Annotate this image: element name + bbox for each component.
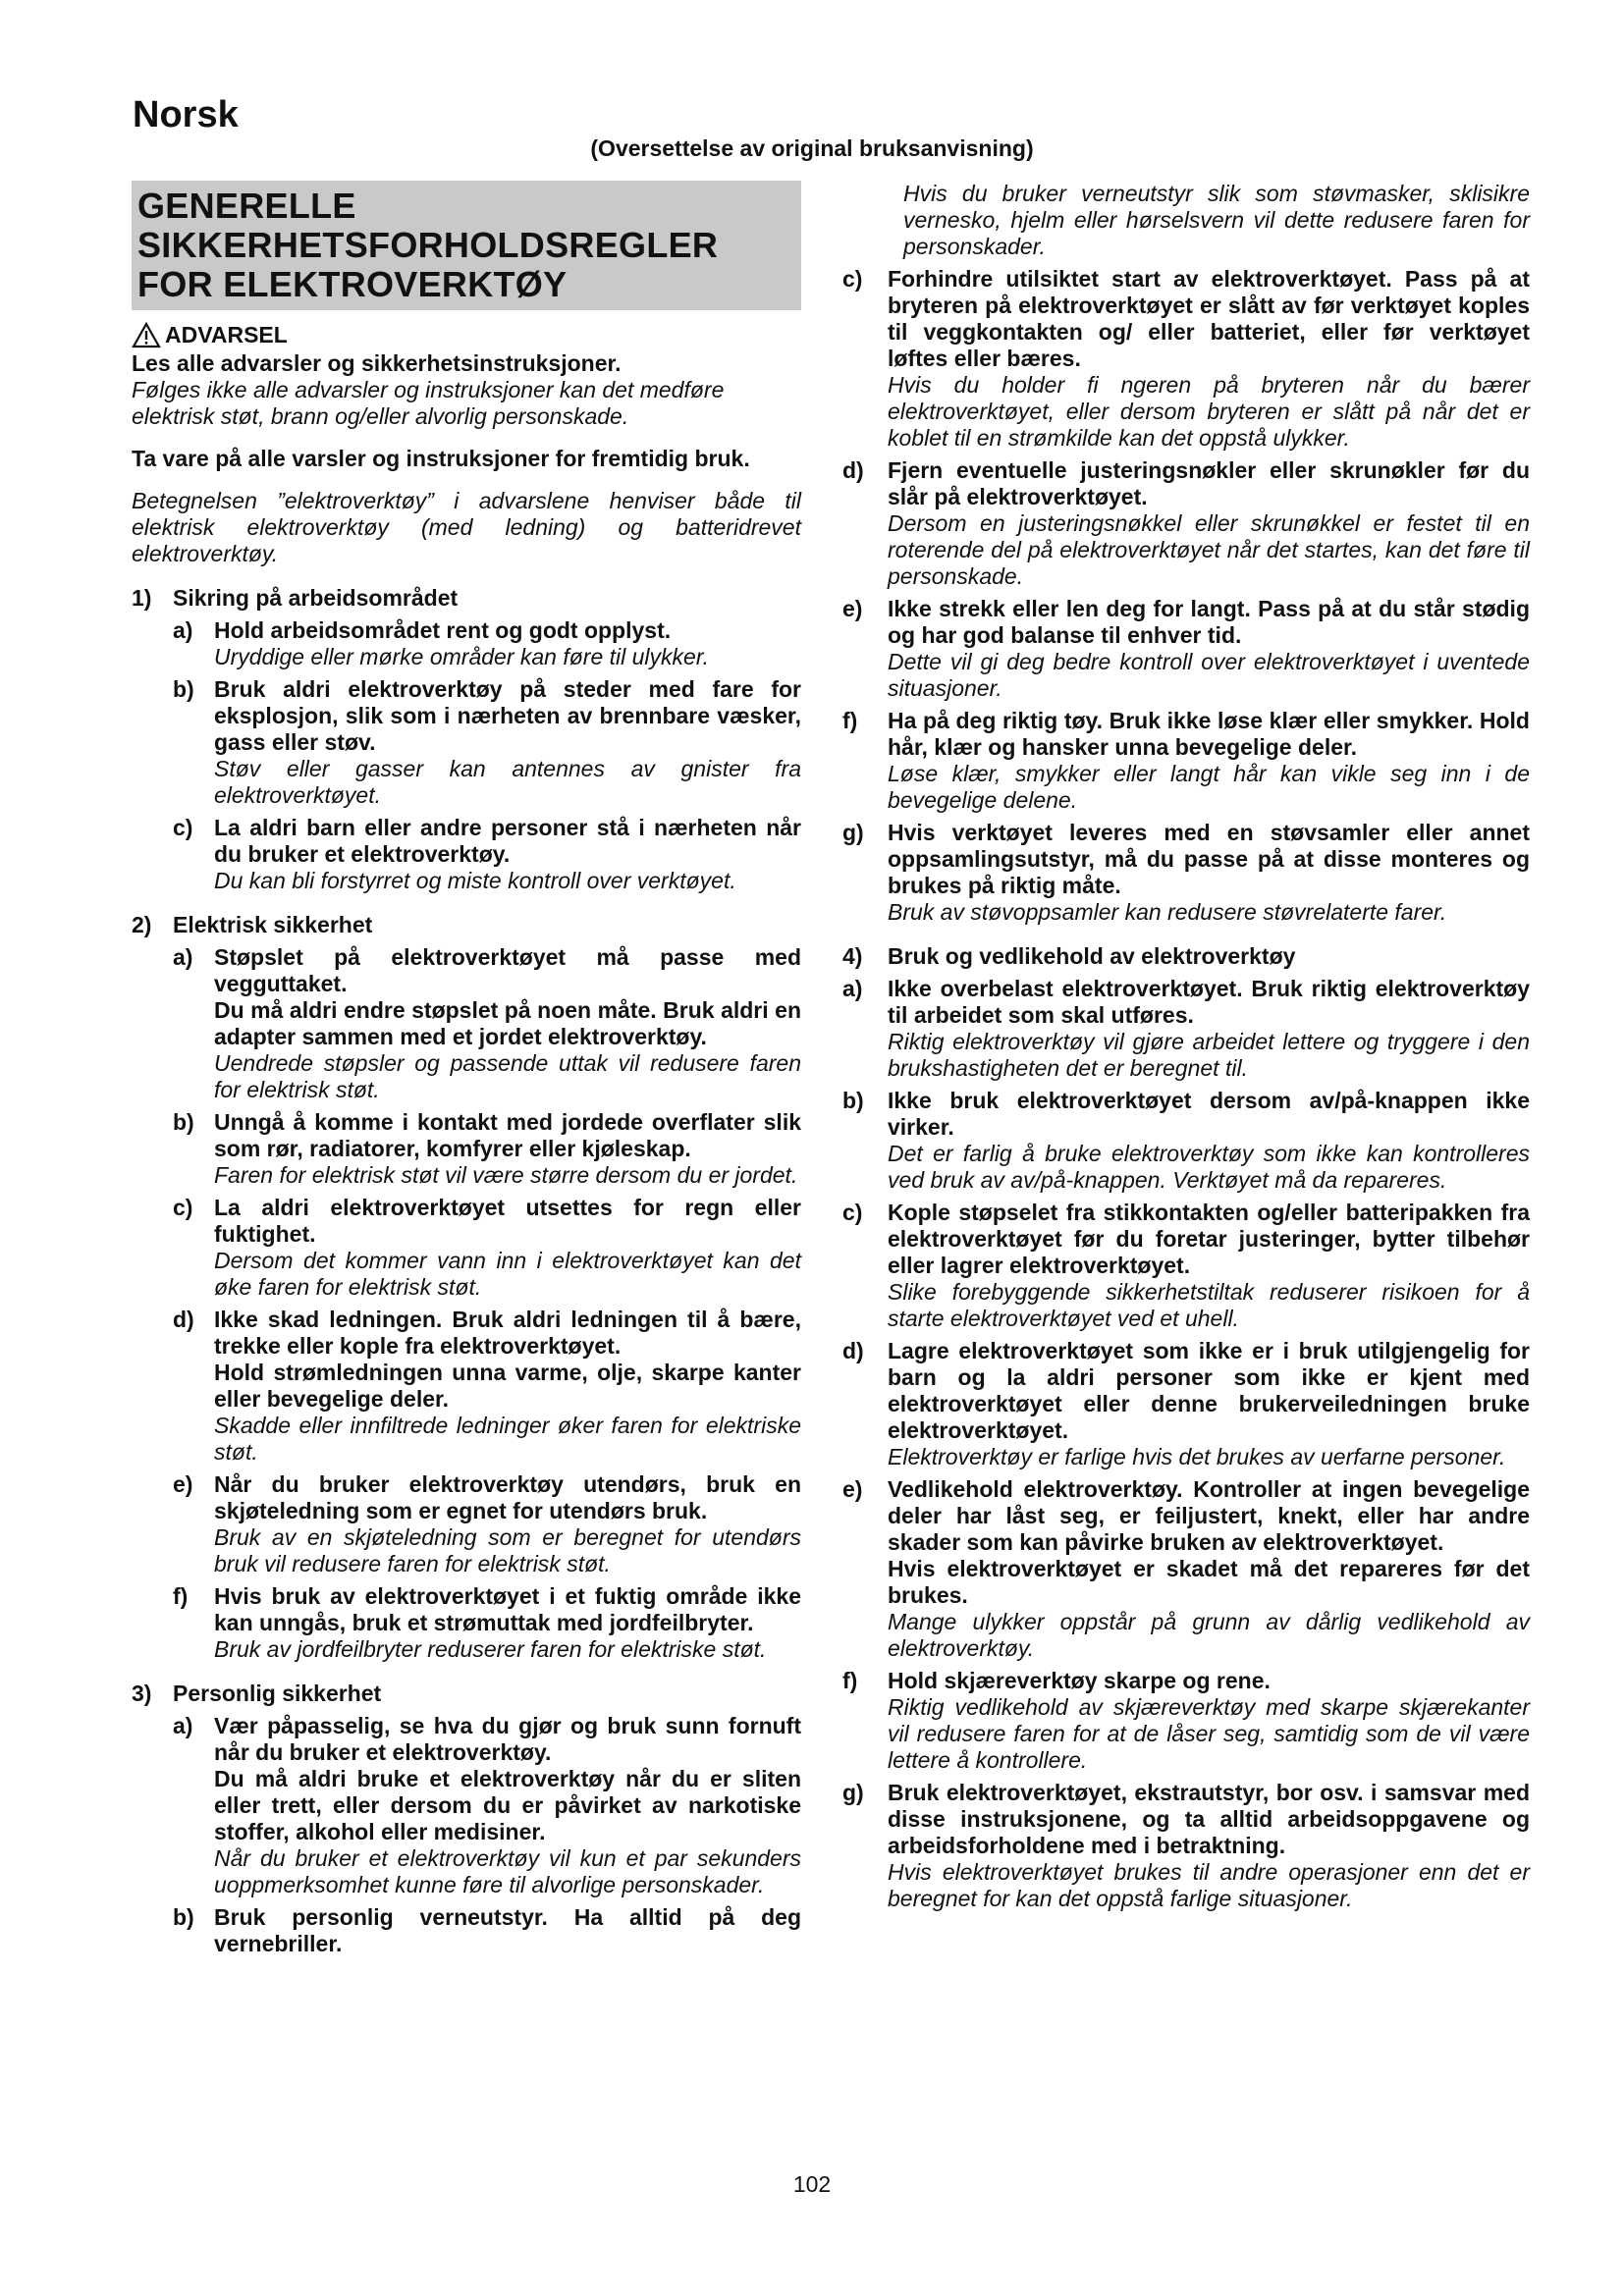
- right-column: [842, 181, 1530, 1912]
- item-letter: c): [842, 1200, 863, 1225]
- list-item: [842, 596, 1530, 649]
- item-letter: a): [173, 617, 193, 643]
- item-text: Bruk elektroverktøyet, ekstrautstyr, bor osv. i samsvar med disse instruksjonene, og ta alltid arbeidsoppgavene og arbeidsforholdene med i betraktning.: [888, 1780, 1530, 1858]
- list-item: [842, 1668, 1530, 1694]
- item-note: Uryddige eller mørke områder kan føre til ulykker.: [214, 644, 710, 669]
- language-heading: Norsk: [133, 94, 239, 135]
- item-letter: d): [842, 1338, 864, 1363]
- list-item: [132, 1471, 801, 1524]
- item-note: Dersom en justeringsnøkkel eller skrunøkkel er festet til en roterende del på elektroverktøyet når det startes, kan det føre til personskade.: [888, 510, 1530, 589]
- item-note: Dette vil gi deg bedre kontroll over elektroverktøyet i uventede situasjoner.: [888, 649, 1530, 701]
- item-text: Ha på deg riktig tøy. Bruk ikke løse klær eller smykker. Hold hår, klær og hansker unna bevegelige deler.: [888, 708, 1530, 760]
- list-item: [132, 815, 801, 868]
- list-item: [132, 1195, 801, 1248]
- item-note: Hvis elektroverktøyet brukes til andre operasjoner enn det er beregnet for kan det oppstå farlige situasjoner.: [888, 1859, 1530, 1911]
- left-column: [132, 181, 801, 1957]
- item-text: Bruk aldri elektroverktøy på steder med fare for eksplosjon, slik som i nærheten av brennbare væsker, gass eller støv.: [214, 676, 801, 755]
- list-item: [132, 1307, 801, 1360]
- list-item: [132, 1583, 801, 1636]
- item-letter: a): [842, 976, 863, 1001]
- page-number: 102: [792, 2171, 832, 2197]
- item-note: Hvis du bruker verneutstyr slik som støvmasker, sklisikre vernesko, hjelm eller hørselsvern vil dette redusere faren for personskader.: [903, 181, 1530, 259]
- item-note: Bruk av jordfeilbryter reduserer faren for elektriske støt.: [214, 1636, 767, 1662]
- section-number: 2): [132, 912, 152, 937]
- item-letter: g): [842, 820, 864, 845]
- item-letter: g): [842, 1780, 864, 1805]
- list-item: [842, 457, 1530, 510]
- item-note: Løse klær, smykker eller langt hår kan vikle seg inn i de bevegelige delene.: [888, 761, 1530, 813]
- item-text: Bruk personlig verneutstyr. Ha alltid på deg vernebriller.: [214, 1904, 801, 1956]
- item-letter: a): [173, 944, 193, 970]
- section-title: Sikring på arbeidsområdet: [173, 585, 459, 611]
- item-letter: b): [173, 1109, 194, 1135]
- list-item: [132, 944, 801, 997]
- item-letter: e): [842, 596, 863, 621]
- item-note: Riktig vedlikehold av skjæreverktøy med skarpe skjærekanter vil redusere faren for at de låser seg, samtidig som de vil være lettere å kontrollere.: [888, 1694, 1530, 1773]
- list-item: [132, 1109, 801, 1162]
- item-letter: b): [842, 1088, 864, 1113]
- item-text: Vær påpasselig, se hva du gjør og bruk sunn fornuft når du bruker et elektroverktøy.: [214, 1713, 801, 1765]
- item-letter: d): [173, 1307, 194, 1332]
- item-note: Mange ulykker oppstår på grunn av dårlig vedlikehold av elektroverktøy.: [888, 1609, 1530, 1661]
- list-item: [842, 1200, 1530, 1279]
- item-extra: Hold strømledningen unna varme, olje, skarpe kanter eller bevegelige deler.: [214, 1360, 801, 1412]
- item-note: Støv eller gasser kan antennes av gnister fra elektroverktøyet.: [214, 756, 801, 808]
- list-item: [842, 1476, 1530, 1556]
- list-item: [842, 1338, 1530, 1444]
- item-text: La aldri barn eller andre personer stå i nærheten når du bruker et elektroverktøy.: [214, 815, 801, 867]
- warning-definition: Betegnelsen ”elektroverktøy” i advarslene henviser både til elektrisk elektroverktøy (med ledning) og batteridrevet elektroverktøy.: [132, 488, 801, 566]
- list-item: [132, 1904, 801, 1957]
- item-note: Faren for elektrisk støt vil være større dersom du er jordet.: [214, 1162, 798, 1188]
- section-3-heading: [132, 1681, 801, 1707]
- item-text: Forhindre utilsiktet start av elektroverktøyet. Pass på at bryteren på elektroverktøyet er slått av før verktøyet koples til veggkontakten og/ eller batteriet, eller før verktøyet løftes eller bæres.: [888, 266, 1530, 371]
- item-note: Bruk av støvoppsamler kan redusere støvrelaterte farer.: [888, 899, 1447, 925]
- item-text: Vedlikehold elektroverktøy. Kontroller at ingen bevegelige deler har låst seg, er feiljustert, knekt, eller har andre skader som kan påvirke bruken av elektroverktøyet.: [888, 1476, 1530, 1555]
- list-item: [842, 708, 1530, 761]
- item-text: Hvis verktøyet leveres med en støvsamler eller annet oppsamlingsutstyr, må du passe på at disse monteres og brukes på riktig måte.: [888, 820, 1530, 898]
- section-1-heading: [132, 585, 801, 612]
- item-letter: c): [173, 1195, 193, 1220]
- banner-line-2: SIKKERHETSFORHOLDSREGLER: [137, 225, 719, 265]
- list-item: [842, 266, 1530, 372]
- list-item: [842, 1088, 1530, 1141]
- item-letter: f): [842, 1668, 858, 1693]
- item-text: Hvis bruk av elektroverktøyet i et fuktig område ikke kan unngås, bruk et strømuttak med jordfeilbryter.: [214, 1583, 801, 1635]
- item-text: Unngå å komme i kontakt med jordede overflater slik som rør, radiatorer, komfyrer eller kjøleskap.: [214, 1109, 801, 1161]
- item-letter: e): [842, 1476, 863, 1502]
- item-note: Bruk av en skjøteledning som er beregnet for utendørs bruk vil redusere faren for elektrisk støt.: [214, 1524, 801, 1576]
- item-note: Hvis du holder fi ngeren på bryteren når du bærer elektroverktøyet, eller dersom bryteren er slått på når det er koblet til en strømkilde kan det oppstå ulykker.: [888, 372, 1530, 451]
- item-note: Riktig elektroverktøy vil gjøre arbeidet lettere og tryggere i den brukshastigheten det er beregnet til.: [888, 1029, 1530, 1081]
- section-number: 4): [842, 943, 863, 969]
- item-text: Ikke strekk eller len deg for langt. Pass på at du står stødig og har god balanse til enhver tid.: [888, 596, 1530, 648]
- list-item: [132, 617, 801, 644]
- item-text: Hold skjæreverktøy skarpe og rene.: [888, 1668, 1271, 1693]
- item-letter: d): [842, 457, 864, 483]
- item-letter: a): [173, 1713, 193, 1738]
- item-note: Når du bruker et elektroverktøy vil kun et par sekunders uoppmerksomhet kunne føre til alvorlige personskader.: [214, 1845, 801, 1897]
- section-title: Elektrisk sikkerhet: [173, 912, 373, 937]
- item-note: Dersom det kommer vann inn i elektroverktøyet kan det øke faren for elektrisk støt.: [214, 1248, 801, 1300]
- warning-read-all: Les alle advarsler og sikkerhetsinstruksjoner.: [132, 350, 622, 376]
- item-text: La aldri elektroverktøyet utsettes for regn eller fuktighet.: [214, 1195, 801, 1247]
- warning-heading: [132, 322, 801, 348]
- translation-subtitle: (Oversettelse av original bruksanvisning): [590, 135, 1034, 161]
- item-note: Slike forebyggende sikkerhetstiltak reduserer risikoen for å starte elektroverktøyet ved et uhell.: [888, 1279, 1530, 1331]
- list-item: [842, 820, 1530, 899]
- item-text: Støpslet på elektroverktøyet må passe med vegguttaket.: [214, 944, 801, 996]
- item-text: Ikke skad ledningen. Bruk aldri ledningen til å bære, trekke eller kople fra elektroverktøyet.: [214, 1307, 801, 1359]
- item-text: Fjern eventuelle justeringsnøkler eller skrunøkler før du slår på elektroverktøyet.: [888, 457, 1530, 509]
- item-letter: c): [173, 815, 193, 840]
- item-extra: Du må aldri endre støpslet på noen måte. Bruk aldri en adapter sammen med et jordet elektroverktøy.: [214, 997, 801, 1049]
- section-title: Bruk og vedlikehold av elektroverktøy: [888, 943, 1296, 969]
- item-text: Ikke bruk elektroverktøyet dersom av/på-knappen ikke virker.: [888, 1088, 1530, 1140]
- banner-line-3: FOR ELEKTROVERKTØY: [137, 264, 568, 304]
- section-banner: [132, 181, 801, 310]
- item-letter: f): [173, 1583, 189, 1609]
- section-title: Personlig sikkerhet: [173, 1681, 382, 1706]
- item-extra: Du må aldri bruke et elektroverktøy når du er sliten eller trett, eller dersom du er påvirket av narkotiske stoffer, alkohol eller medisiner.: [214, 1766, 801, 1844]
- list-item: [842, 976, 1530, 1029]
- item-letter: c): [842, 266, 863, 292]
- banner-line-1: GENERELLE: [137, 186, 356, 226]
- section-number: 3): [132, 1681, 152, 1706]
- item-note: Skadde eller innfiltrede ledninger øker faren for elektriske støt.: [214, 1413, 801, 1465]
- warning-label: ADVARSEL: [165, 322, 288, 347]
- warning-triangle-icon: [132, 322, 161, 348]
- item-note: Du kan bli forstyrret og miste kontroll over verktøyet.: [214, 868, 736, 893]
- item-letter: b): [173, 676, 194, 702]
- item-letter: e): [173, 1471, 193, 1497]
- list-item: [842, 1780, 1530, 1859]
- item-letter: f): [842, 708, 858, 733]
- item-text: Kople støpselet fra stikkontakten og/eller batteripakken fra elektroverktøyet før du foretar justeringer, bytter tilbehør eller lagrer elektroverktøyet.: [888, 1200, 1530, 1278]
- item-note: Elektroverktøy er farlige hvis det brukes av uerfarne personer.: [888, 1444, 1506, 1469]
- item-text: Når du bruker elektroverktøy utendørs, bruk en skjøteledning som er egnet for utendørs bruk.: [214, 1471, 801, 1523]
- section-2-heading: [132, 912, 801, 938]
- warning-consequence: Følges ikke alle advarsler og instruksjoner kan det medføre elektrisk støt, brann og/eller alvorlig personskade.: [132, 377, 725, 429]
- section-number: 1): [132, 585, 152, 611]
- list-item: [132, 676, 801, 756]
- item-text: Lagre elektroverktøyet som ikke er i bruk utilgjengelig for barn og la aldri personer som ikke er kjent med elektroverktøyet eller denne brukerveiledningen bruke elektroverktøyet.: [888, 1338, 1530, 1443]
- list-item: [132, 1713, 801, 1766]
- item-note: Det er farlig å bruke elektroverktøy som ikke kan kontrolleres ved bruk av av/på-knappen. Verktøyet må da repareres.: [888, 1141, 1530, 1193]
- item-text: Ikke overbelast elektroverktøyet. Bruk riktig elektroverktøy til arbeidet som skal utføres.: [888, 976, 1530, 1028]
- item-text: Hold arbeidsområdet rent og godt opplyst.: [214, 617, 672, 643]
- item-extra: Hvis elektroverktøyet er skadet må det repareres før det brukes.: [888, 1556, 1530, 1608]
- item-letter: b): [173, 1904, 194, 1930]
- section-4-heading: [842, 943, 1530, 970]
- warning-keep: Ta vare på alle varsler og instruksjoner for fremtidig bruk.: [132, 446, 750, 471]
- item-note: Uendrede støpsler og passende uttak vil redusere faren for elektrisk støt.: [214, 1050, 801, 1102]
